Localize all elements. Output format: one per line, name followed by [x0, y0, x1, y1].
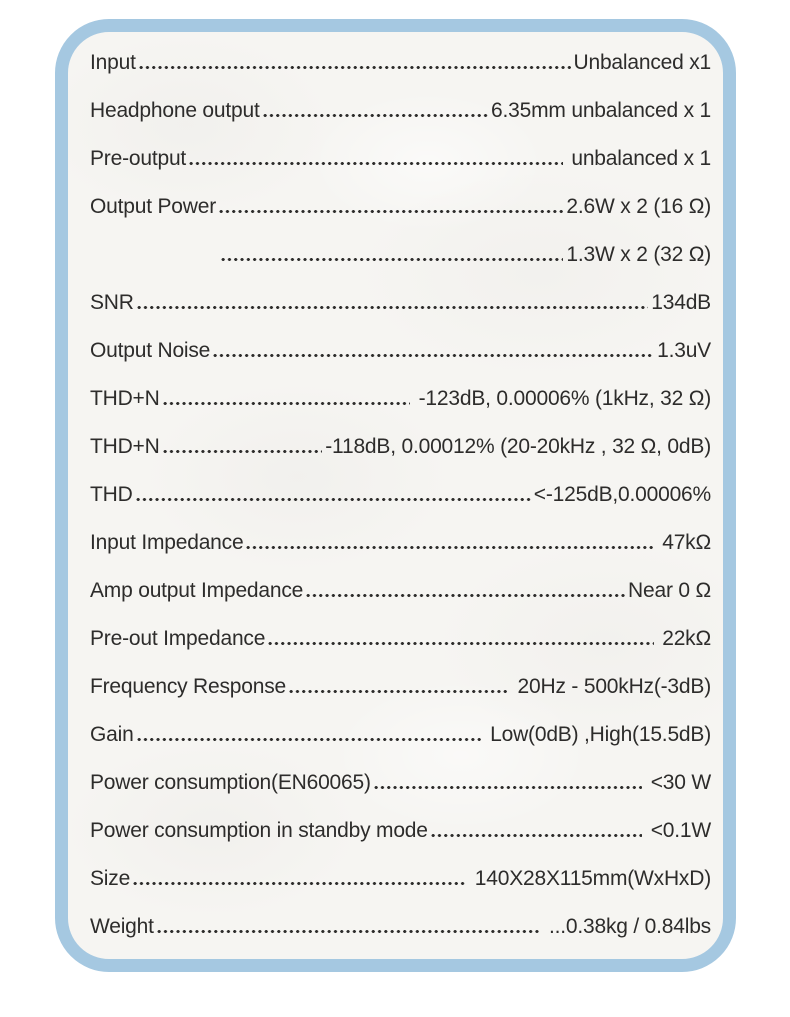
spec-sheet-panel: [55, 19, 736, 972]
spec-label: THD: [90, 482, 133, 506]
spec-label: Output Power: [90, 194, 216, 218]
spec-value: 1.3uV: [657, 338, 711, 362]
dot-leader: [136, 52, 574, 73]
dot-leader: [260, 100, 491, 121]
spec-row: [90, 182, 711, 230]
spec-label: Power consumption in standby mode: [90, 818, 428, 842]
dot-leader: [186, 148, 566, 169]
dot-leader: [154, 916, 544, 937]
spec-row: [90, 806, 711, 854]
spec-row: [90, 662, 711, 710]
spec-value: 20Hz - 500kHz(-3dB): [511, 674, 711, 698]
spec-value: 22kΩ: [656, 626, 711, 650]
spec-value: -118dB, 0.00012% (20-20kHz , 32 Ω, 0dB): [325, 434, 711, 458]
dot-leader: [130, 868, 469, 889]
spec-label: THD+N: [90, 434, 160, 458]
spec-label: Input: [90, 50, 136, 74]
spec-label: Amp output Impedance: [90, 578, 304, 602]
spec-row: [90, 422, 711, 470]
spec-value: <30 W: [645, 770, 711, 794]
dot-leader: [133, 484, 534, 505]
dot-leader: [218, 244, 566, 265]
spec-label: Size: [90, 866, 131, 890]
dot-leader: [216, 196, 566, 217]
spec-label: THD+N: [90, 386, 160, 410]
spec-row: [90, 230, 711, 278]
dot-leader: [371, 772, 645, 793]
spec-row: [90, 710, 711, 758]
dot-leader: [134, 724, 485, 745]
spec-label: Frequency Response: [90, 674, 287, 698]
dot-leader: [134, 292, 652, 313]
dot-leader: [160, 388, 413, 409]
spec-label: SNR: [90, 290, 134, 314]
spec-value: 2.6W x 2 (16 Ω): [566, 194, 711, 218]
spec-row: [90, 134, 711, 182]
dot-leader: [265, 628, 656, 649]
dot-leader: [243, 532, 656, 553]
spec-row: [90, 374, 711, 422]
spec-value: 1.3W x 2 (32 Ω): [566, 242, 711, 266]
dot-leader: [160, 436, 326, 457]
spec-value: 134dB: [651, 290, 711, 314]
dot-leader: [428, 820, 645, 841]
spec-value: 6.35mm unbalanced x 1: [491, 98, 711, 122]
spec-label: Pre-out Impedance: [90, 626, 266, 650]
dot-leader: [303, 580, 628, 601]
spec-row: [90, 518, 711, 566]
spec-label: Gain: [90, 722, 134, 746]
spec-value: <-125dB,0.00006%: [533, 482, 711, 506]
spec-label: Weight: [90, 914, 154, 938]
spec-row: [90, 854, 711, 902]
spec-label: Input Impedance: [90, 530, 244, 554]
spec-row: [90, 86, 711, 134]
spec-value: ...0.38kg / 0.84lbs: [543, 914, 711, 938]
dot-leader: [210, 340, 657, 361]
spec-row: [90, 38, 711, 86]
spec-row: [90, 902, 711, 950]
spec-label: Headphone output: [90, 98, 260, 122]
spec-value: <0.1W: [645, 818, 711, 842]
spec-value: unbalanced x 1: [565, 146, 711, 170]
spec-value: Near 0 Ω: [628, 578, 711, 602]
dot-leader: [286, 676, 512, 697]
spec-row: [90, 278, 711, 326]
spec-value: 47kΩ: [656, 530, 711, 554]
spec-label: Power consumption(EN60065): [90, 770, 371, 794]
spec-value: -123dB, 0.00006% (1kHz, 32 Ω): [412, 386, 711, 410]
spec-row: [90, 614, 711, 662]
spec-row: [90, 566, 711, 614]
spec-row: [90, 758, 711, 806]
spec-row: [90, 470, 711, 518]
spec-row: [90, 326, 711, 374]
spec-value: Unbalanced x1: [573, 50, 711, 74]
spec-value: Low(0dB) ,High(15.5dB): [484, 722, 711, 746]
spec-value: 140X28X115mm(WxHxD): [469, 866, 711, 890]
spec-label: Pre-output: [90, 146, 187, 170]
spec-label: Output Noise: [90, 338, 211, 362]
